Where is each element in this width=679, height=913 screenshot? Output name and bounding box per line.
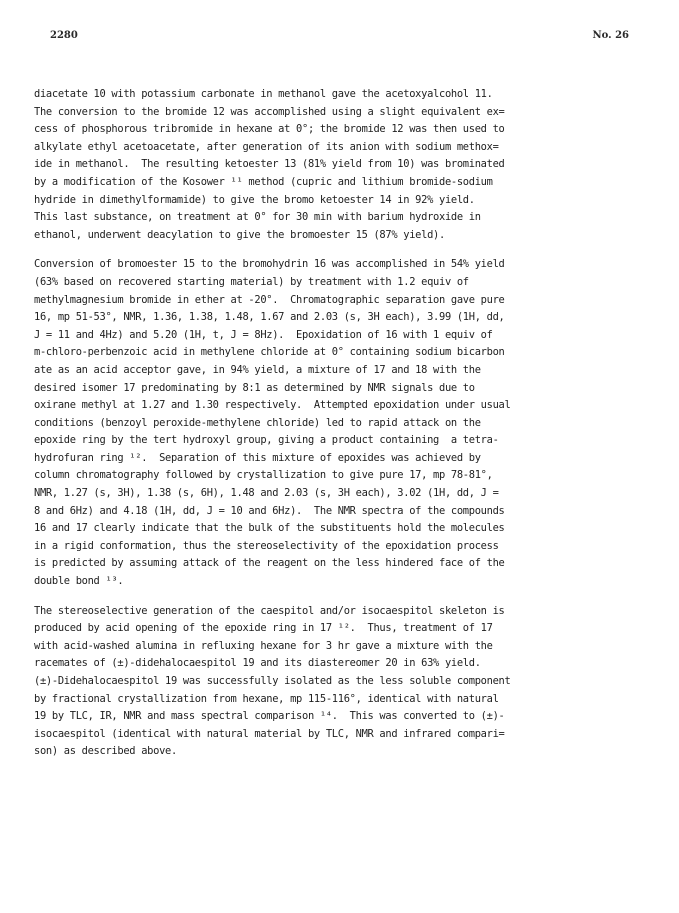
text-line: conditions (benzoyl peroxide-methylene chloride) led to rapid attack on the <box>34 416 481 429</box>
text-line: This last substance, on treatment at 0° for 30 min with barium hydroxide in <box>34 211 481 224</box>
paragraph-bromohydrin-epoxidation <box>34 256 642 590</box>
text-line: produced by acid opening of the epoxide ring in 17 ¹². Thus, treatment of 17 <box>34 622 493 635</box>
running-head <box>50 30 629 44</box>
text-line: double bond ¹³. <box>34 575 124 588</box>
text-line: 16, mp 51-53°, NMR, 1.36, 1.38, 1.48, 1.67 and 2.03 (s, 3H each), 3.99 (1H, dd, <box>34 311 505 324</box>
text-line: with acid-washed alumina in refluxing hexane for 3 hr gave a mixture with the <box>34 639 493 652</box>
text-line: by fractional crystallization from hexane, mp 115-116°, identical with natural <box>34 692 499 705</box>
text-line: 8 and 6Hz) and 4.18 (1H, dd, J = 10 and 6Hz). The NMR spectra of the compounds <box>34 504 505 517</box>
text-line: epoxide ring by the tert hydroxyl group, giving a product containing a tetra- <box>34 434 499 447</box>
paragraph-caespitol-generation <box>34 603 642 761</box>
text-line: cess of phosphorous tribromide in hexane at 0°; the bromide 12 was then used to <box>34 123 505 136</box>
text-line: by a modification of the Kosower ¹¹ method (cupric and lithium bromide-sodium <box>34 175 493 188</box>
text-line: is predicted by assuming attack of the reagent on the less hindered face of the <box>34 557 505 570</box>
text-line: (63% based on recovered starting material) by treatment with 1.2 equiv of <box>34 275 469 288</box>
text-line: NMR, 1.27 (s, 3H), 1.38 (s, 6H), 1.48 and 2.03 (s, 3H each), 3.02 (1H, dd, J = <box>34 487 499 500</box>
text-line: 19 by TLC, IR, NMR and mass spectral comparison ¹⁴. This was converted to (±)- <box>34 710 505 723</box>
text-line: ate as an acid acceptor gave, in 94% yield, a mixture of 17 and 18 with the <box>34 363 481 376</box>
paragraph-synthesis-of-bromoester <box>34 86 642 244</box>
text-line: J = 11 and 4Hz) and 5.20 (1H, t, J = 8Hz). Epoxidation of 16 with 1 equiv of <box>34 328 493 341</box>
text-line: 16 and 17 clearly indicate that the bulk of the substituents hold the molecules <box>34 522 505 535</box>
text-line: hydride in dimethylformamide) to give the bromo ketoester 14 in 92% yield. <box>34 193 475 206</box>
text-line: ide in methanol. The resulting ketoester 13 (81% yield from 10) was brominated <box>34 158 505 171</box>
article-body <box>34 86 642 773</box>
text-line: in a rigid conformation, thus the stereoselectivity of the epoxidation process <box>34 539 499 552</box>
text-line: methylmagnesium bromide in ether at -20°. Chromatographic separation gave pure <box>34 293 505 306</box>
text-line: oxirane methyl at 1.27 and 1.30 respectively. Attempted epoxidation under usual <box>34 399 511 412</box>
text-line: diacetate 10 with potassium carbonate in methanol gave the acetoxyalcohol 11. <box>34 88 493 100</box>
text-line: m-chloro-perbenzoic acid in methylene chloride at 0° containing sodium bicarbon <box>34 346 505 359</box>
text-line: (±)-Didehalocaespitol 19 was successfully isolated as the less soluble component <box>34 675 511 687</box>
issue-number: No. 26 <box>592 30 629 41</box>
text-line: desired isomer 17 predominating by 8:1 as determined by NMR signals due to <box>34 381 475 394</box>
text-line: son) as described above. <box>34 745 177 758</box>
text-line: The stereoselective generation of the caespitol and/or isocaespitol skeleton is <box>34 604 505 617</box>
text-line: The conversion to the bromide 12 was accomplished using a slight equivalent ex= <box>34 105 505 118</box>
text-line: isocaespitol (identical with natural material by TLC, NMR and infrared compari= <box>34 727 505 740</box>
page-number: 2280 <box>50 30 78 41</box>
text-line: ethanol, underwent deacylation to give the bromoester 15 (87% yield). <box>34 228 445 241</box>
text-line: alkylate ethyl acetoacetate, after generation of its anion with sodium methox= <box>34 140 499 153</box>
text-line: column chromatography followed by crystallization to give pure 17, mp 78-81°, <box>34 469 493 482</box>
text-line: racemates of (±)-didehalocaespitol 19 and its diastereomer 20 in 63% yield. <box>34 657 481 670</box>
text-line: Conversion of bromoester 15 to the bromohydrin 16 was accomplished in 54% yield <box>34 258 505 271</box>
text-line: hydrofuran ring ¹². Separation of this mixture of epoxides was achieved by <box>34 451 481 464</box>
